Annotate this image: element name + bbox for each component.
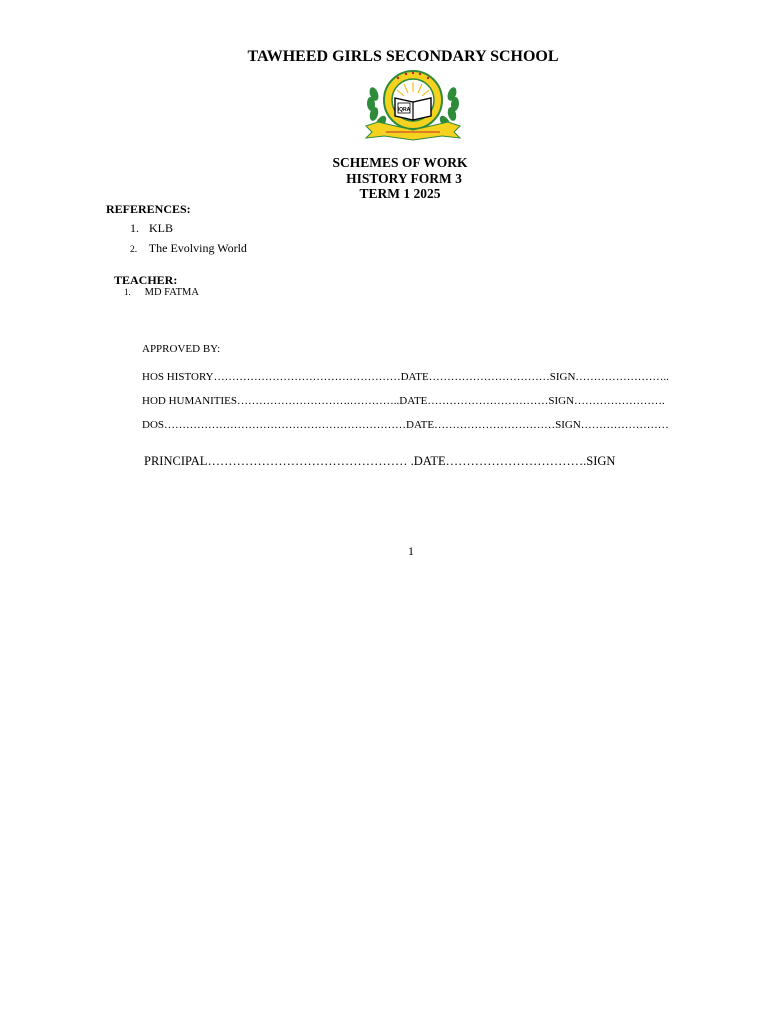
document-title: SCHEMES OF WORK [332, 155, 468, 170]
dos-signature-line: DOS…………………………………………………………DATE……………………………SIGN…………………… [142, 419, 669, 431]
hos-history-signature-line: HOS HISTORY……………………………………………DATE……………………………SIGN…………………….. [142, 371, 669, 383]
hod-humanities-signature-line: HOD HUMANITIES………………………….…………..DATE……………………………SIGN……………………. [142, 395, 665, 407]
references-heading: REFERENCES: [106, 202, 191, 216]
crest-book-text: IQRA [397, 107, 411, 113]
principal-signature-line: PRINCIPAL………………………………………… .DATE…………………………….SIGN [144, 454, 616, 468]
reference-item [130, 221, 173, 236]
reference-number: 1. [130, 221, 139, 235]
reference-number: 2. [130, 245, 138, 255]
school-crest-icon [362, 66, 464, 142]
document-subject: HISTORY FORM 3 [346, 171, 462, 186]
document-term: TERM 1 2025 [359, 186, 441, 201]
reference-text: The Evolving World [148, 241, 247, 255]
teacher-item [124, 287, 199, 298]
teacher-heading: TEACHER: [114, 273, 178, 287]
approved-by-heading: APPROVED BY: [142, 343, 221, 355]
teacher-number: 1. [124, 287, 131, 297]
reference-text: KLB [149, 221, 173, 235]
page-number: 1 [408, 544, 414, 558]
school-name: TAWHEED GIRLS SECONDARY SCHOOL [247, 48, 559, 65]
teacher-name: MD FATMA [144, 287, 199, 298]
reference-item [130, 241, 247, 256]
